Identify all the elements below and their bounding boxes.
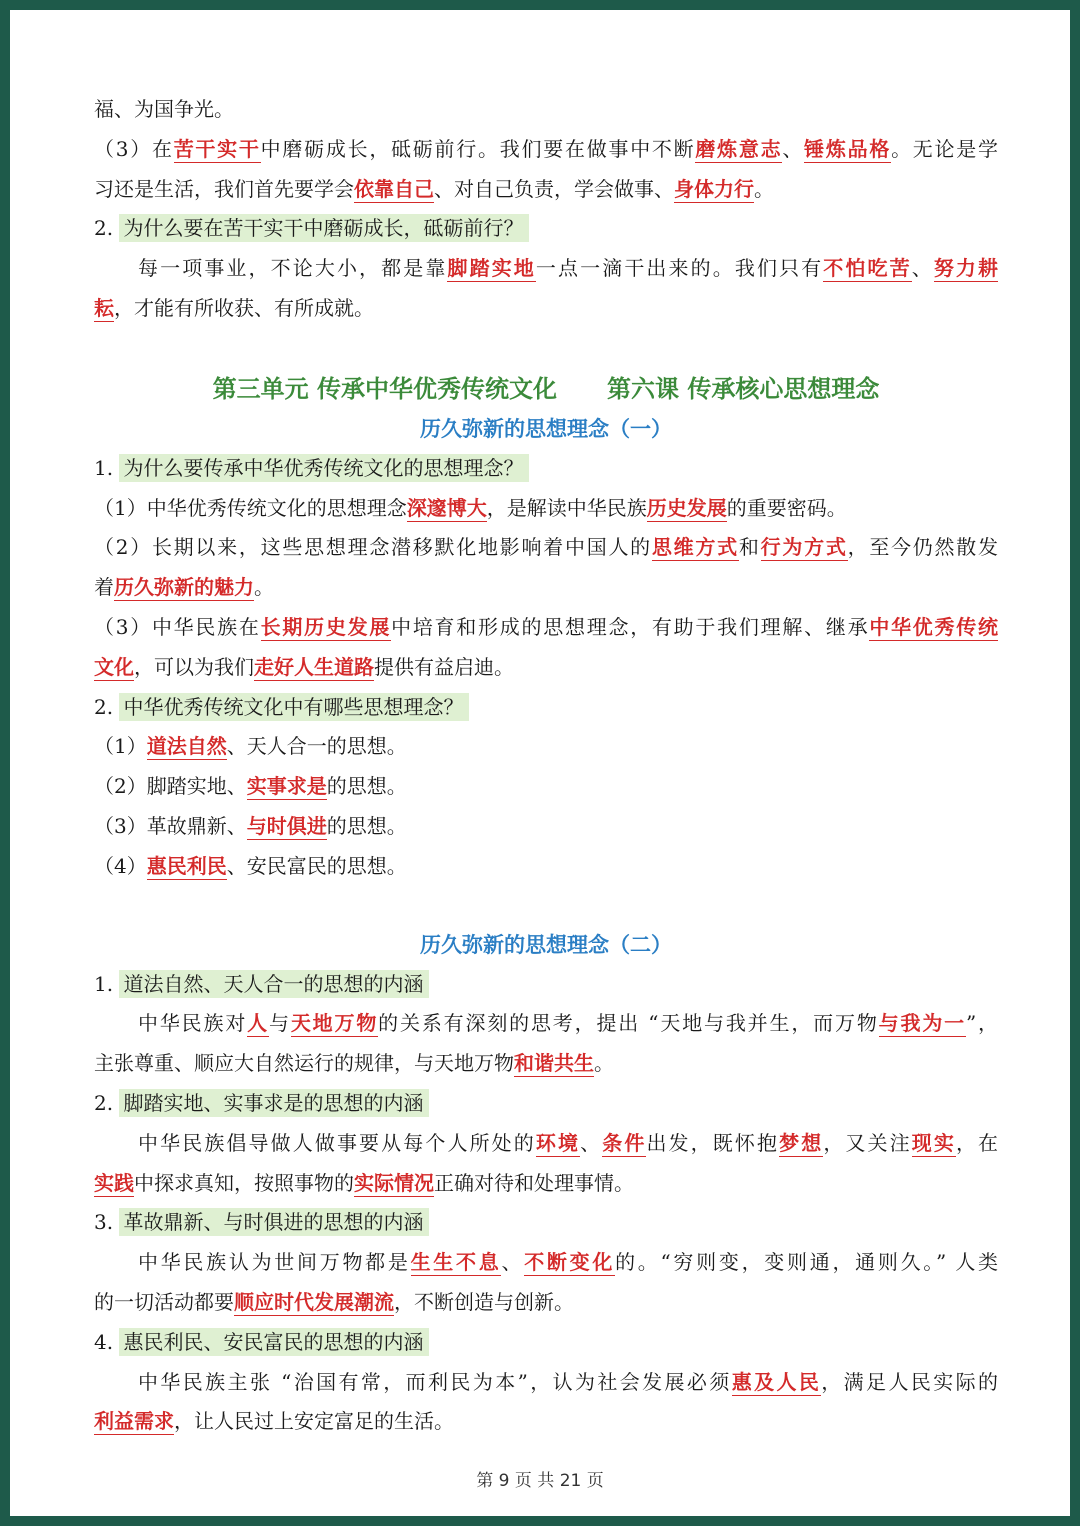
text: 中磨砺成长，砥砺前行。我们要在做事中不断 — [260, 136, 696, 161]
text: 习还是生活，我们首先要学会 — [94, 176, 354, 201]
spacer — [94, 887, 998, 925]
keyword: 身体力行 — [674, 176, 754, 201]
unit-title — [94, 369, 998, 409]
text-line — [94, 489, 998, 529]
list-item — [94, 767, 998, 807]
text: （2）长期以来，这些思想理念潜移默化地影响着中国人的 — [94, 535, 652, 560]
text-line — [94, 568, 998, 608]
text: ，是解读中华民族 — [486, 495, 647, 520]
keyword: 深邃博大 — [406, 495, 487, 520]
keyword: 与我为一 — [878, 1011, 966, 1036]
keyword: 与时俱进 — [246, 813, 327, 838]
keyword: 实践 — [94, 1170, 134, 1195]
text: 一点一滴干出来的。我们只有 — [535, 256, 824, 281]
question-line — [94, 965, 998, 1005]
question-number: 2. — [94, 1090, 120, 1115]
question-highlight: 脚踏实地、实事求是的思想的内涵 — [119, 1089, 429, 1117]
text-line — [94, 648, 998, 688]
keyword: 条件 — [602, 1130, 647, 1155]
list-item — [94, 847, 998, 887]
keyword: 环境 — [535, 1130, 581, 1155]
keyword: 现实 — [911, 1130, 956, 1155]
text: 每一项事业，不论大小，都是靠 — [138, 256, 448, 281]
question-number: 3. — [94, 1210, 120, 1235]
text: ，可以为我们 — [134, 654, 254, 679]
text: 、 — [911, 256, 934, 281]
text: ，至今仍然散发 — [847, 535, 999, 560]
text: ，才能有所收获、有所成就。 — [114, 295, 374, 320]
keyword: 文化 — [94, 654, 134, 679]
text: 、天人合一的思想。 — [226, 734, 407, 759]
keyword: 道法自然 — [146, 734, 227, 759]
question-number: 4. — [94, 1329, 120, 1354]
keyword: 历史发展 — [646, 495, 727, 520]
text: 中华民族主张 “治国有常，而利民为本”，认为社会发展必须 — [138, 1369, 732, 1394]
text: 中华民族倡导做人做事要从每个人所处的 — [138, 1130, 536, 1155]
keyword: 历久弥新的魅力 — [114, 575, 254, 600]
keyword: 顺应时代发展潮流 — [234, 1289, 394, 1314]
keyword: 梦想 — [779, 1130, 824, 1155]
text: 福、为国争光。 — [94, 97, 234, 121]
question-highlight: 为什么要在苦干实干中磨砺成长，砥砺前行？ — [119, 214, 529, 242]
keyword: 行为方式 — [760, 535, 848, 560]
text: 。 — [254, 575, 274, 600]
text: 中探求真知，按照事物的 — [134, 1170, 354, 1195]
keyword: 惠及人民 — [731, 1369, 822, 1394]
question-line — [94, 688, 998, 728]
text: 、 — [782, 136, 805, 161]
answer-line — [94, 1044, 998, 1084]
text: （3）在 — [94, 136, 174, 161]
text: 和 — [738, 535, 761, 560]
keyword: 惠民利民 — [146, 853, 227, 878]
question-highlight: 道法自然、天人合一的思想的内涵 — [119, 970, 429, 998]
keyword: 生生不息 — [410, 1250, 502, 1275]
text: （1） — [94, 734, 147, 759]
keyword: 不断变化 — [524, 1250, 616, 1275]
answer-line — [94, 1363, 998, 1403]
question-line — [94, 1084, 998, 1124]
text: 出发，既怀抱 — [646, 1130, 780, 1155]
question-line — [94, 1323, 998, 1363]
text: 、安民富民的思想。 — [226, 853, 407, 878]
question-number: 2. — [94, 216, 120, 241]
keyword: 中华优秀传统 — [869, 614, 999, 639]
document-page — [10, 10, 1070, 1516]
keyword: 利益需求 — [94, 1409, 174, 1434]
question-highlight: 中华优秀传统文化中有哪些思想理念？ — [119, 693, 469, 721]
text-line — [94, 528, 998, 568]
answer-line — [94, 1164, 998, 1204]
keyword: 思维方式 — [651, 535, 739, 560]
text-line — [94, 608, 998, 648]
answer-line — [94, 1004, 998, 1044]
text: 中华民族认为世间万物都是 — [138, 1250, 411, 1275]
text: ，不断创造与创新。 — [394, 1289, 574, 1314]
answer-line — [94, 1243, 998, 1283]
text: 提供有益启迪。 — [374, 654, 514, 679]
text: 中培育和形成的思想理念，有助于我们理解、继承 — [391, 614, 870, 639]
keyword: 实际情况 — [354, 1170, 434, 1195]
text: 主张尊重、顺应大自然运行的规律，与天地万物 — [94, 1051, 514, 1076]
text: 、 — [580, 1130, 603, 1155]
text: 。无论是学 — [891, 136, 999, 161]
keyword: 人 — [247, 1011, 269, 1036]
keyword: 脚踏实地 — [447, 256, 536, 281]
keyword: 走好人生道路 — [254, 654, 374, 679]
text: 。 — [754, 176, 774, 201]
text: 与 — [269, 1011, 291, 1036]
question-line — [94, 209, 998, 249]
keyword: 苦干实干 — [173, 136, 261, 161]
page-number: 第 9 页 共 21 页 — [476, 1471, 604, 1491]
question-highlight: 革故鼎新、与时俱进的思想的内涵 — [119, 1208, 429, 1236]
text: ”， — [966, 1011, 999, 1036]
text: 的重要密码。 — [726, 495, 847, 520]
keyword: 长期历史发展 — [260, 614, 392, 639]
page-content — [94, 90, 998, 1442]
text: 的一切活动都要 — [94, 1289, 234, 1314]
section-title: 历久弥新的思想理念（二） — [420, 932, 672, 957]
text: 、对自己负责，学会做事、 — [434, 176, 674, 201]
answer-line — [94, 1402, 998, 1442]
answer-line — [94, 289, 998, 329]
text: （3）中华民族在 — [94, 614, 261, 639]
question-number: 1. — [94, 455, 120, 480]
keyword: 磨炼意志 — [695, 136, 783, 161]
keyword: 锤炼品格 — [804, 136, 892, 161]
list-item — [94, 727, 998, 767]
text: （3）革故鼎新、 — [94, 813, 247, 838]
keyword: 不怕吃苦 — [823, 256, 912, 281]
unit-heading: 第三单元 传承中华优秀传统文化 — [212, 374, 557, 403]
text: 的思想。 — [326, 813, 407, 838]
text: 正确对待和处理事情。 — [434, 1170, 634, 1195]
text: 的。“穷则变，变则通，通则久。” 人类 — [615, 1250, 999, 1275]
keyword: 天地万物 — [290, 1011, 379, 1036]
list-item — [94, 807, 998, 847]
text: 中华民族对 — [138, 1011, 248, 1036]
text: 的思想。 — [326, 774, 407, 799]
text: ，又关注 — [823, 1130, 912, 1155]
text: （4） — [94, 853, 147, 878]
question-line — [94, 449, 998, 489]
text: （2）脚踏实地、 — [94, 774, 247, 799]
lesson-heading: 第六课 传承核心思想理念 — [607, 374, 880, 403]
text: ，让人民过上安定富足的生活。 — [174, 1409, 454, 1434]
text: ，在 — [955, 1130, 999, 1155]
keyword: 努力耕 — [933, 256, 999, 281]
text-line — [94, 130, 998, 170]
keyword: 依靠自己 — [354, 176, 434, 201]
question-highlight: 为什么要传承中华优秀传统文化的思想理念？ — [119, 454, 529, 482]
question-number: 1. — [94, 971, 120, 996]
answer-line — [94, 1283, 998, 1323]
section-title: 历久弥新的思想理念（一） — [420, 416, 672, 441]
text: （1）中华优秀传统文化的思想理念 — [94, 495, 407, 520]
text: ，满足人民实际的 — [821, 1369, 999, 1394]
keyword: 耘 — [94, 295, 114, 320]
answer-line — [94, 249, 998, 289]
answer-line — [94, 1124, 998, 1164]
spacer — [94, 329, 998, 369]
keyword: 实事求是 — [246, 774, 327, 799]
text: 、 — [501, 1250, 525, 1275]
text: 的关系有深刻的思考，提出 “天地与我并生，而万物 — [378, 1011, 879, 1036]
question-line — [94, 1203, 998, 1243]
text: 。 — [594, 1051, 614, 1076]
text-line — [94, 90, 998, 130]
keyword: 和谐共生 — [514, 1051, 594, 1076]
text: 着 — [94, 575, 114, 600]
text-line — [94, 170, 998, 210]
question-highlight: 惠民利民、安民富民的思想的内涵 — [119, 1328, 429, 1356]
question-number: 2. — [94, 694, 120, 719]
